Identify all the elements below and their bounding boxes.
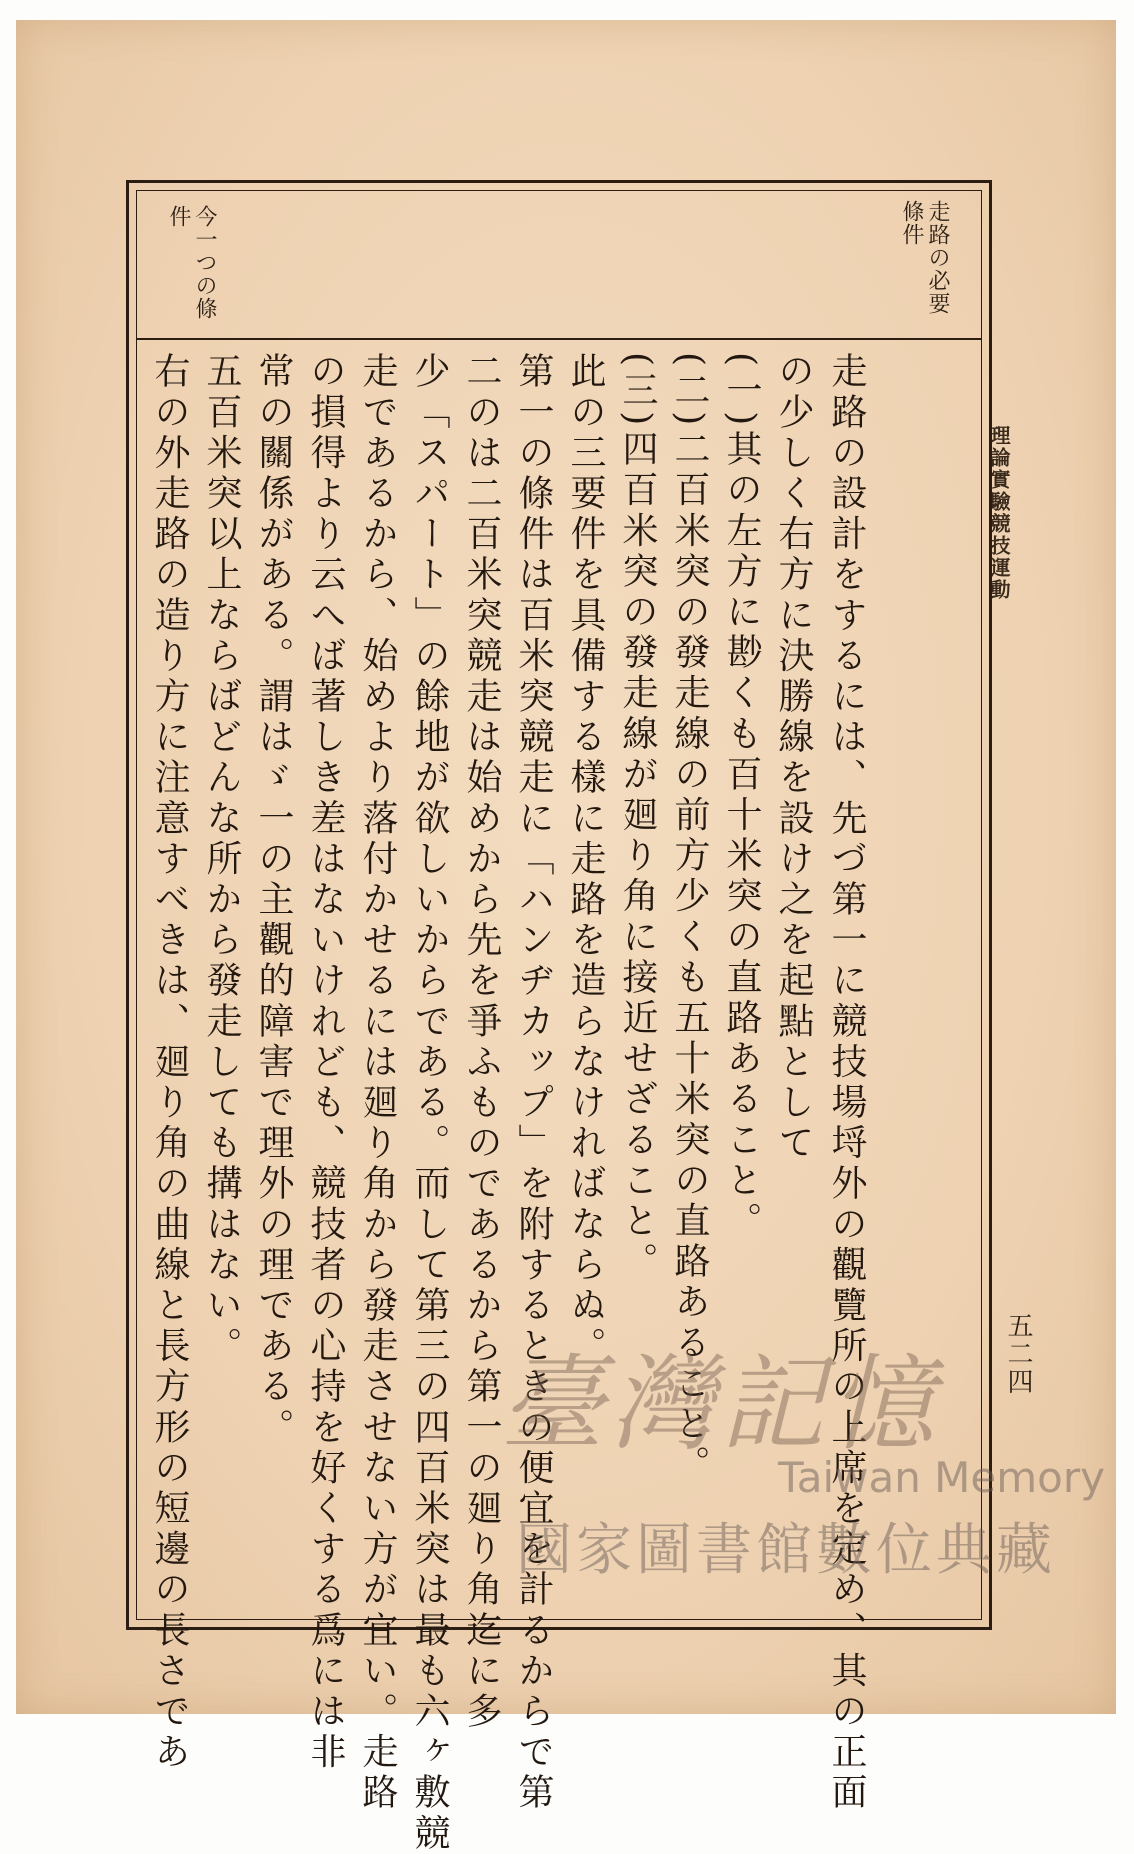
body-column-4: (二)二百米突の發走線の前方少くも五十米突の直路あること。 bbox=[669, 352, 710, 1486]
header-rule bbox=[136, 338, 982, 340]
body-column-8: 二のは二百米突競走は始めから先を爭ふものであるから第一の廻り角迄に多 bbox=[461, 352, 502, 1733]
body-column-3: (一)其の左方に尠くも百十米突の直路あること。 bbox=[721, 352, 762, 1242]
watermark-title: 臺灣記憶 bbox=[500, 1343, 941, 1465]
margin-note-another-condition: 今一つの條件 bbox=[166, 205, 217, 320]
body-column-14: 右の外走路の造り方に注意すべきは、廻り角の曲線と長方形の短邊の長さであ bbox=[149, 352, 190, 1773]
body-column-7: 第一の條件は百米突競走に「ハンヂカップ」を附するときの便宜を計るからで第 bbox=[513, 352, 554, 1814]
body-column-12: 常の關係がある。謂はゞ一の主觀的障害で理外の理である。 bbox=[253, 352, 294, 1449]
body-column-5: (三)四百米突の發走線が廻り角に接近せざること。 bbox=[617, 352, 658, 1283]
body-column-10: 走であるから、始めより落付かせるには廻り角から發走させない方が宜い。走路 bbox=[357, 352, 398, 1814]
watermark-institution: 國家圖書館數位典藏 bbox=[516, 1518, 1056, 1583]
body-column-13: 五百米突以上ならばどんな所から發走しても搆はない。 bbox=[201, 352, 242, 1367]
margin-note-track-requirements: 走路の必要條件 bbox=[899, 200, 950, 315]
body-column-2: の少しく右方に決勝線を設け之を起點として bbox=[773, 352, 814, 1164]
watermark-english: Taiwan Memory bbox=[778, 1453, 1105, 1502]
body-column-9: 少「スパート」の餘地が欲しいからである。而して第三の四百米突は最も六ヶ敷競 bbox=[409, 352, 450, 1854]
running-head: 理論實驗競技運動 bbox=[987, 425, 1011, 601]
page-number: 五二四 bbox=[1003, 1312, 1033, 1396]
body-column-6: 此の三要件を具備する樣に走路を造らなければならぬ。 bbox=[565, 352, 606, 1367]
body-column-1: 走路の設計をするには、先づ第一に競技場埒外の觀覽所の上席を定め、其の正面 bbox=[826, 352, 867, 1814]
body-column-11: の損得より云へば著しき差はないけれども、競技者の心持を好くする爲には非 bbox=[305, 352, 346, 1773]
